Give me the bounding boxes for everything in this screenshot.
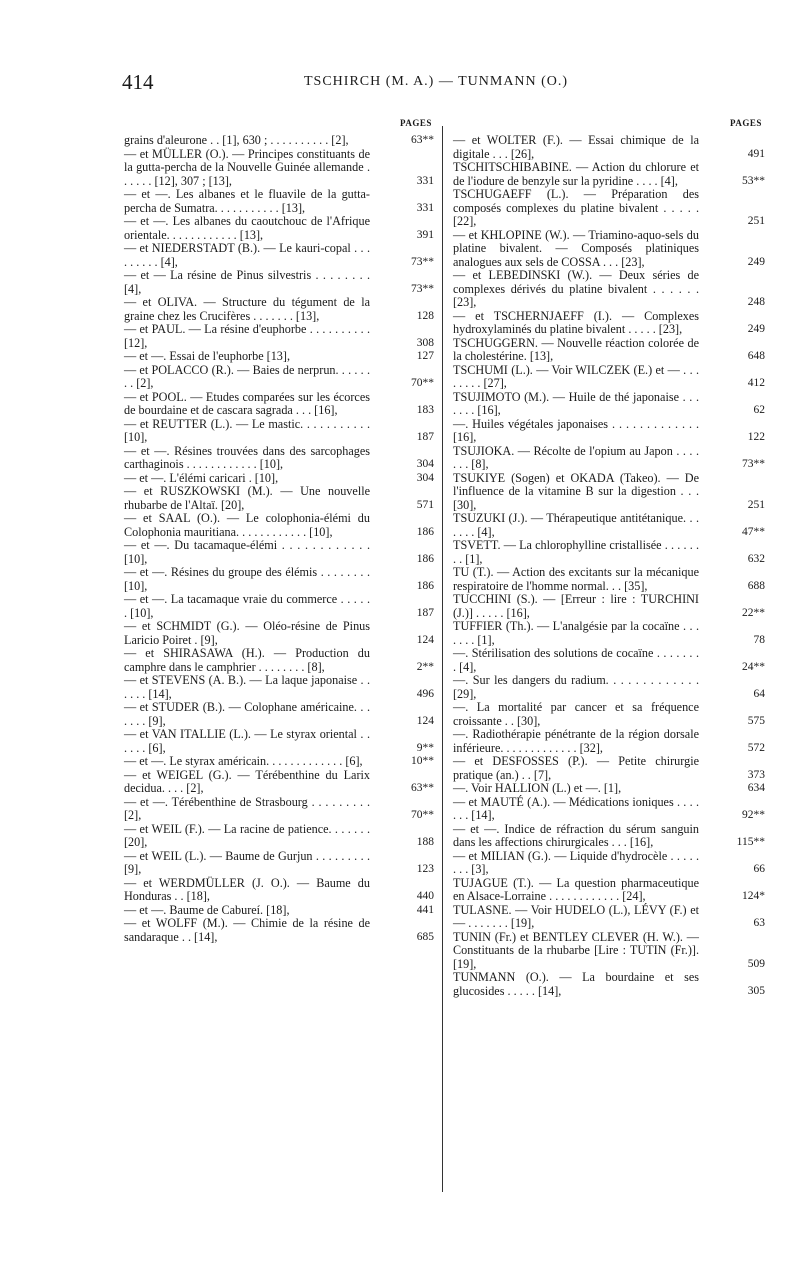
index-entry bbox=[453, 418, 765, 445]
entry-text: — et POOL. — Etudes comparées sur les écorces de bourdaine et de cascara sagrada . . . [16], bbox=[124, 389, 370, 417]
entry-text: — et —. Térébenthine de Strasbourg . . . . . . . . . [2], bbox=[124, 794, 370, 822]
entry-text: — et DESFOSSES (P.). — Petite chirurgie pratique (an.) . . [7], bbox=[453, 754, 699, 782]
index-entry bbox=[453, 877, 765, 904]
entry-text: TSUJIMOTO (M.). — Huile de thé japonaise . . . . . . . [16], bbox=[453, 389, 699, 417]
entry-page-ref: 304 bbox=[416, 471, 434, 484]
index-entry bbox=[124, 323, 434, 350]
entry-page-ref: 575 bbox=[747, 714, 765, 727]
entry-page-ref: 572 bbox=[747, 741, 765, 754]
index-entry bbox=[124, 445, 434, 472]
entry-page-ref: 62 bbox=[753, 404, 765, 416]
index-entry bbox=[453, 823, 765, 850]
entry-text: — et —. Les albanes et le fluavile de la gutta-percha de Sumatra. . . . . . . . . . . [13], bbox=[124, 187, 370, 215]
entry-page-ref: 63** bbox=[411, 782, 434, 794]
entry-page-ref: 78 bbox=[753, 633, 765, 646]
entry-page-ref: 440 bbox=[416, 890, 434, 902]
entry-text: — et —. L'élémi caricari . [10], bbox=[124, 470, 279, 485]
entry-text: TUCCHINI (S.). — [Erreur : lire : TURCHINI (J.)] . . . . . [16], bbox=[453, 592, 699, 620]
index-entry bbox=[124, 188, 434, 215]
index-entry bbox=[453, 796, 765, 823]
entry-text: TSUKIYE (Sogen) et OKADA (Takeo). — De l'influence de la vitamine B sur la digestion . . . [30], bbox=[453, 470, 699, 512]
entry-page-ref: 685 bbox=[416, 930, 434, 943]
index-entry bbox=[453, 161, 765, 188]
entry-text: TSUJIOKA. — Récolte de l'opium au Japon . . . . . . . [8], bbox=[453, 443, 699, 471]
entry-page-ref: 251 bbox=[747, 215, 765, 227]
index-entry bbox=[453, 647, 765, 674]
entry-text: — et —. Résines trouvées dans des sarcophages carthaginois . . . . . . . . . . . . [10], bbox=[124, 443, 370, 471]
entry-text: —. Radiothérapie pénétrante de la région dorsale inférieure. . . . . . . . . . . . . [32], bbox=[453, 727, 699, 755]
entry-page-ref: 92** bbox=[742, 809, 765, 821]
index-entry bbox=[453, 593, 765, 620]
right-index-column bbox=[453, 134, 765, 998]
entry-page-ref: 47** bbox=[742, 525, 765, 538]
entry-text: — et WOLFF (M.). — Chimie de la résine de sandaraque . . [14], bbox=[124, 916, 370, 944]
entry-text: —. Stérilisation des solutions de cocaïne . . . . . . . . [4], bbox=[453, 646, 699, 674]
entry-page-ref: 183 bbox=[416, 404, 434, 416]
index-entry bbox=[124, 728, 434, 755]
entry-page-ref: 124 bbox=[416, 633, 434, 646]
entry-text: — et STUDER (B.). — Colophane américaine. . . . . . . [9], bbox=[124, 700, 370, 728]
index-entry bbox=[453, 364, 765, 391]
entry-text: TUNIN (Fr.) et BENTLEY CLEVER (H. W.). — Constituants de la rhubarbe [Lire : TUTIN (Fr.)]. [19], bbox=[453, 929, 699, 971]
entry-page-ref: 73** bbox=[411, 255, 434, 268]
index-entry bbox=[124, 593, 434, 620]
entry-page-ref: 634 bbox=[747, 782, 765, 794]
entry-page-ref: 248 bbox=[747, 296, 765, 308]
entry-text: — et NIEDERSTADT (B.). — Le kauri-copal . . . . . . . . . [4], bbox=[124, 241, 370, 269]
entry-page-ref: 63 bbox=[753, 917, 765, 929]
index-entry bbox=[453, 337, 765, 364]
entry-page-ref: 128 bbox=[416, 309, 434, 322]
index-entry bbox=[453, 971, 765, 998]
entry-text: — et LEBEDINSKI (W.). — Deux séries de complexes dérivés du platine bivalent . . . . . . [23], bbox=[453, 268, 699, 309]
index-entry bbox=[124, 674, 434, 701]
index-entry bbox=[453, 566, 765, 593]
entry-text: —. Sur les dangers du radium. . . . . . . . . . . . . [29], bbox=[453, 673, 699, 701]
index-entry bbox=[453, 310, 765, 337]
entry-text: — et SCHMIDT (G.). — Oléo-résine de Pinus Laricio Poiret . [9], bbox=[124, 619, 370, 647]
entry-page-ref: 186 bbox=[416, 525, 434, 538]
entry-page-ref: 115** bbox=[736, 836, 765, 848]
index-entry bbox=[453, 134, 765, 161]
entry-text: — et VAN ITALLIE (L.). — Le styrax oriental . . . . . . [6], bbox=[124, 727, 370, 755]
entry-page-ref: 53** bbox=[742, 174, 765, 187]
entry-text: — et WEIL (L.). — Baume de Gurjun . . . . . . . . . [9], bbox=[124, 848, 370, 876]
entry-text: — et —. Le styrax américain. . . . . . . . . . . . . [6], bbox=[124, 754, 363, 768]
entry-page-ref: 331 bbox=[416, 174, 434, 187]
index-entry bbox=[124, 472, 434, 486]
index-entry bbox=[124, 701, 434, 728]
index-entry bbox=[124, 215, 434, 242]
entry-page-ref: 124 bbox=[416, 714, 434, 727]
entry-text: — et —. La tacamaque vraie du commerce . . . . . . [10], bbox=[124, 592, 370, 620]
entry-page-ref: 122 bbox=[747, 431, 765, 443]
index-entry bbox=[453, 229, 765, 270]
entry-page-ref: 249 bbox=[747, 323, 765, 335]
index-entry bbox=[124, 796, 434, 823]
entry-page-ref: 186 bbox=[416, 552, 434, 565]
entry-text: — et WEIGEL (G.). — Térébenthine du Larix decidua. . . . [2], bbox=[124, 767, 370, 795]
entry-page-ref: 66 bbox=[753, 863, 765, 875]
entry-text: — et —. Résines du groupe des élémis . . . . . . . . [10], bbox=[124, 565, 370, 593]
entry-page-ref: 308 bbox=[416, 336, 434, 349]
entry-text: — et PAUL. — La résine d'euphorbe . . . . . . . . . . [12], bbox=[124, 322, 370, 350]
entry-text: TSCHITSCHIBABINE. — Action du chlorure et de l'iodure de benzyle sur la pyridine . . . . [4], bbox=[453, 160, 699, 188]
entry-text: —. Voir HALLION (L.) et —. [1], bbox=[453, 781, 622, 795]
index-entry bbox=[124, 620, 434, 647]
entry-text: — et SHIRASAWA (H.). — Production du camphre dans le camphrier . . . . . . . . [8], bbox=[124, 646, 370, 674]
index-entry bbox=[124, 269, 434, 296]
entry-page-ref: 187 bbox=[416, 606, 434, 619]
column-divider bbox=[442, 126, 443, 1192]
index-entry bbox=[124, 296, 434, 323]
index-entry bbox=[124, 391, 434, 418]
entry-page-ref: 688 bbox=[747, 579, 765, 592]
entry-page-ref: 123 bbox=[416, 863, 434, 875]
entry-text: — et STEVENS (A. B.). — La laque japonaise . . . . . . [14], bbox=[124, 673, 370, 701]
entry-page-ref: 249 bbox=[747, 255, 765, 268]
index-entry bbox=[124, 823, 434, 850]
index-entry bbox=[453, 539, 765, 566]
entry-page-ref: 73** bbox=[411, 282, 434, 295]
index-entry bbox=[124, 485, 434, 512]
entry-text: — et POLACCO (R.). — Baies de nerprun. . . . . . . . [2], bbox=[124, 362, 370, 390]
index-entry bbox=[124, 242, 434, 269]
index-entry bbox=[124, 755, 434, 769]
entry-text: TSVETT. — La chlorophylline cristallisée . . . . . . . . [1], bbox=[453, 538, 699, 566]
index-entry bbox=[453, 931, 765, 972]
entry-text: — et — La résine de Pinus silvestris . . . . . . . . [4], bbox=[124, 268, 370, 296]
index-entry bbox=[124, 512, 434, 539]
index-entry bbox=[453, 472, 765, 513]
entry-text: TUJAGUE (T.). — La question pharmaceutique en Alsace-Lorraine . . . . . . . . . . . . [24], bbox=[453, 875, 699, 903]
index-entry bbox=[453, 850, 765, 877]
entry-text: — et —. Du tacamaque-élémi . . . . . . . . . . . . [10], bbox=[124, 538, 370, 566]
entry-page-ref: 70** bbox=[411, 809, 434, 821]
entry-page-ref: 305 bbox=[747, 984, 765, 997]
entry-text: — et MAUTÉ (A.). — Médications ioniques . . . . . . . [14], bbox=[453, 794, 699, 822]
entry-page-ref: 124* bbox=[742, 890, 765, 902]
entry-page-ref: 64 bbox=[753, 687, 765, 700]
entry-page-ref: 63** bbox=[411, 134, 434, 146]
entry-text: —. La mortalité par cancer et sa fréquence croissante . . [30], bbox=[453, 700, 699, 728]
entry-text: grains d'aleurone . . [1], 630 ; . . . . . . . . . . [2], bbox=[124, 133, 349, 147]
index-entry bbox=[453, 391, 765, 418]
entry-text: — et MÜLLER (O.). — Principes constituants de la gutta-percha de la Nouvelle Guinée allemande . . . . . . [12], 307 ; [13], bbox=[124, 146, 370, 188]
index-entry bbox=[453, 674, 765, 701]
page-number: 414 bbox=[122, 70, 154, 94]
index-entry bbox=[124, 364, 434, 391]
entry-text: TSCHUMI (L.). — Voir WILCZEK (E.) et — . . . . . . . . [27], bbox=[453, 362, 699, 390]
entry-page-ref: 70** bbox=[411, 377, 434, 389]
entry-page-ref: 412 bbox=[747, 377, 765, 389]
index-entry bbox=[453, 904, 765, 931]
entry-page-ref: 509 bbox=[747, 957, 765, 970]
entry-text: TSUZUKI (J.). — Thérapeutique antitétanique. . . . . . . [4], bbox=[453, 511, 699, 539]
index-entry bbox=[453, 701, 765, 728]
entry-text: — et WEIL (F.). — La racine de patience. . . . . . . [20], bbox=[124, 821, 370, 849]
page-header bbox=[122, 70, 682, 96]
index-entry bbox=[453, 269, 765, 310]
entry-page-ref: 648 bbox=[747, 350, 765, 362]
index-entry bbox=[124, 917, 434, 944]
index-entry bbox=[124, 134, 434, 148]
index-entry bbox=[124, 350, 434, 364]
entry-page-ref: 491 bbox=[747, 147, 765, 160]
entry-page-ref: 331 bbox=[416, 201, 434, 214]
entry-text: — et WOLTER (F.). — Essai chimique de la digitale . . . [26], bbox=[453, 133, 699, 161]
index-entry bbox=[453, 188, 765, 229]
index-entry bbox=[453, 782, 765, 796]
entry-text: TUFFIER (Th.). — L'analgésie par la cocaïne . . . . . . . [1], bbox=[453, 619, 699, 647]
entry-text: — et WERDMÜLLER (J. O.). — Baume du Honduras . . [18], bbox=[124, 875, 370, 903]
entry-page-ref: 2** bbox=[416, 660, 434, 673]
entry-text: — et —. Les albanes du caoutchouc de l'Afrique orientale. . . . . . . . . . . . [13], bbox=[124, 214, 370, 242]
entry-text: — et —. Essai de l'euphorbe [13], bbox=[124, 349, 291, 363]
index-entry bbox=[124, 566, 434, 593]
index-entry bbox=[453, 620, 765, 647]
entry-page-ref: 24** bbox=[742, 660, 765, 673]
pages-column-label-right: PAGES bbox=[730, 118, 762, 128]
entry-page-ref: 186 bbox=[416, 579, 434, 592]
index-entry bbox=[453, 445, 765, 472]
entry-text: — et —. Indice de réfraction du sérum sanguin dans les affections chirurgicales . . . [16], bbox=[453, 821, 699, 849]
running-title: TSCHIRCH (M. A.) — TUNMANN (O.) bbox=[304, 74, 569, 89]
entry-text: TULASNE. — Voir HUDELO (L.), LÉVY (F.) et — . . . . . . . [19], bbox=[453, 902, 699, 930]
pages-column-label-left: PAGES bbox=[400, 118, 432, 128]
entry-text: TSCHUGGERN. — Nouvelle réaction colorée de la cholestérine. [13], bbox=[453, 335, 699, 363]
entry-text: — et MILIAN (G.). — Liquide d'hydrocèle . . . . . . . . [3], bbox=[453, 848, 699, 876]
entry-text: — et KHLOPINE (W.). — Triamino-aquo-sels du platine bivalent. — Composés platiniques analogues aux sels de COSSA . . . [23], bbox=[453, 227, 699, 269]
index-entry bbox=[453, 512, 765, 539]
entry-text: TU (T.). — Action des excitants sur la mécanique respiratoire de l'homme normal. . . [35], bbox=[453, 565, 699, 593]
entry-page-ref: 571 bbox=[416, 498, 434, 511]
entry-page-ref: 10** bbox=[411, 755, 434, 767]
entry-page-ref: 496 bbox=[416, 687, 434, 700]
entry-page-ref: 373 bbox=[747, 768, 765, 781]
entry-page-ref: 441 bbox=[416, 903, 434, 916]
index-entry bbox=[453, 728, 765, 755]
entry-text: —. Huiles végétales japonaises . . . . . . . . . . . . . [16], bbox=[453, 416, 699, 444]
entry-page-ref: 391 bbox=[416, 228, 434, 241]
entry-page-ref: 127 bbox=[416, 350, 434, 362]
index-entry bbox=[124, 539, 434, 566]
index-entry bbox=[124, 769, 434, 796]
index-entry bbox=[124, 418, 434, 445]
index-entry bbox=[453, 755, 765, 782]
index-entry bbox=[124, 877, 434, 904]
entry-text: — et RUSZKOWSKI (M.). — Une nouvelle rhubarbe de l'Altaï. [20], bbox=[124, 484, 370, 512]
entry-text: TSCHUGAEFF (L.). — Préparation des composés complexes du platine bivalent . . . . . [22], bbox=[453, 187, 699, 228]
entry-page-ref: 73** bbox=[742, 458, 765, 470]
index-entry bbox=[124, 850, 434, 877]
entry-text: TUNMANN (O.). — La bourdaine et ses glucosides . . . . . [14], bbox=[453, 970, 699, 998]
entry-page-ref: 188 bbox=[416, 836, 434, 848]
entry-text: — et REUTTER (L.). — Le mastic. . . . . . . . . . . [10], bbox=[124, 416, 370, 444]
entry-text: — et OLIVA. — Structure du tégument de la graine chez les Crucifères . . . . . . . [13], bbox=[124, 295, 370, 323]
index-entry bbox=[124, 904, 434, 918]
entry-text: — et TSCHERNJAEFF (I.). — Complexes hydroxylaminés du platine bivalent . . . . . [23], bbox=[453, 308, 699, 336]
entry-page-ref: 187 bbox=[416, 431, 434, 443]
entry-page-ref: 632 bbox=[747, 552, 765, 565]
index-entry bbox=[124, 647, 434, 674]
entry-page-ref: 9** bbox=[416, 741, 434, 754]
entry-text: — et —. Baume de Cabureí. [18], bbox=[124, 902, 290, 917]
entry-page-ref: 22** bbox=[742, 606, 765, 619]
left-index-column bbox=[124, 134, 434, 944]
entry-page-ref: 251 bbox=[747, 498, 765, 511]
entry-text: — et SAAL (O.). — Le colophonia-élémi du Colophonia mauritiana. . . . . . . . . . . . [10], bbox=[124, 511, 370, 539]
entry-page-ref: 304 bbox=[416, 458, 434, 470]
index-entry bbox=[124, 148, 434, 189]
